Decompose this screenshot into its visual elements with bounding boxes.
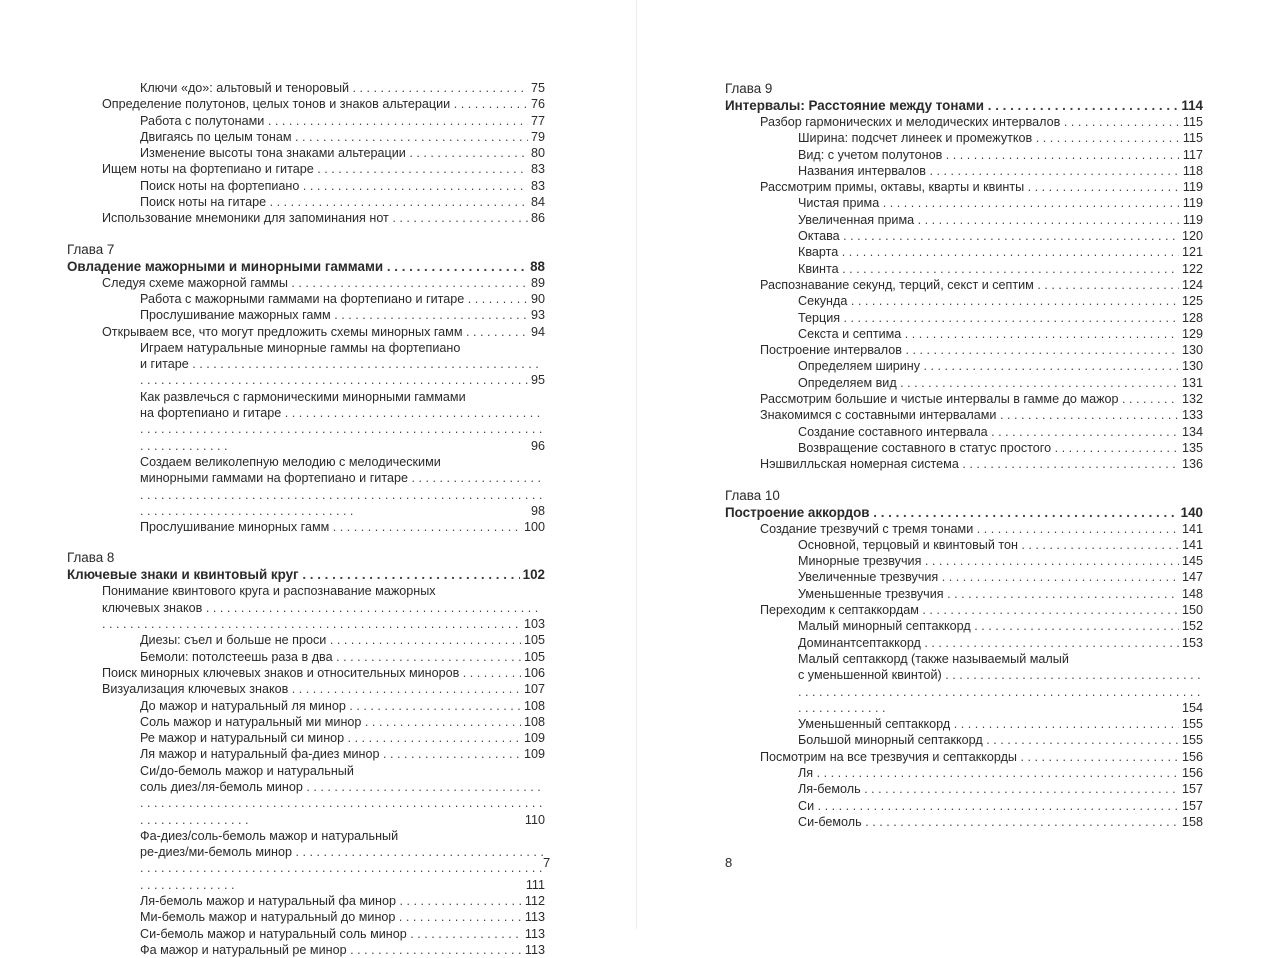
entry-page-number: 118 <box>1180 163 1203 179</box>
entry-title: Использование мнемоники для запоминания нот . . . <box>102 211 545 225</box>
entry-page-number: 109 <box>521 746 545 762</box>
toc-entry[interactable] <box>140 893 545 909</box>
toc-entry[interactable] <box>140 746 545 762</box>
entry-page-number: 122 <box>1179 261 1203 277</box>
toc-entry[interactable] <box>760 114 1203 130</box>
entry-page-number: 125 <box>1179 293 1203 309</box>
toc-entry[interactable] <box>760 521 1203 537</box>
entry-title: Названия интервалов . . . <box>798 164 1203 178</box>
entry-page-number: 94 <box>528 324 545 340</box>
entry-title-line: Играем натуральные минорные гаммы на фортепиано <box>140 340 461 355</box>
entry-page-number: 107 <box>521 681 545 697</box>
entry-title: Возвращение составного в статус простого . . . <box>798 441 1203 455</box>
entry-page-number: 83 <box>528 178 545 194</box>
toc-entry[interactable] <box>102 583 545 632</box>
entry-page-number: 113 <box>522 926 545 942</box>
toc-entry[interactable] <box>140 113 545 129</box>
toc-entry[interactable] <box>798 424 1203 440</box>
entry-title: Ля мажор и натуральный фа-диез минор . . . <box>140 747 545 761</box>
toc-entry[interactable] <box>798 130 1203 146</box>
toc-entry[interactable] <box>140 80 545 96</box>
entry-title: Ми-бемоль мажор и натуральный до минор . . . <box>140 910 545 924</box>
toc-entry[interactable] <box>140 763 545 828</box>
toc-entry[interactable] <box>798 358 1203 374</box>
entry-page-number: 96 <box>528 438 545 454</box>
page-number: 7 <box>543 855 551 870</box>
toc-entry[interactable] <box>140 632 545 648</box>
entry-page-number: 119 <box>1180 179 1203 195</box>
toc-entry[interactable] <box>798 440 1203 456</box>
toc-entry[interactable] <box>140 828 545 893</box>
toc-entry[interactable] <box>140 340 545 389</box>
entry-title: Овладение мажорными и минорными гаммами . . . <box>67 259 545 274</box>
entry-title: Прослушивание мажорных гамм . . . <box>140 308 545 322</box>
entry-page-number: 130 <box>1179 358 1203 374</box>
entry-title: Си-бемоль мажор и натуральный соль минор . . . <box>140 927 545 941</box>
toc-entry[interactable] <box>798 781 1203 797</box>
entry-page-number: 157 <box>1179 798 1203 814</box>
toc-entry[interactable] <box>140 698 545 714</box>
entry-title: Работа с полутонами . . . <box>140 114 545 128</box>
entry-page-number: 120 <box>1179 228 1203 244</box>
entry-title: Двигаясь по целым тонам . . . <box>140 130 545 144</box>
toc-entry[interactable] <box>102 324 545 340</box>
toc-entry[interactable] <box>798 195 1203 211</box>
toc-entry[interactable] <box>140 307 545 323</box>
entry-title: Основной, терцовый и квинтовый тон . . . <box>798 538 1203 552</box>
entry-title: ключевых знаков . . . <box>102 601 538 631</box>
entry-title: Работа с мажорными гаммами на фортепиано и гитаре . . . <box>140 292 545 306</box>
entry-page-number: 130 <box>1179 342 1203 358</box>
entry-title: Си . . . <box>798 799 1203 813</box>
entry-title: Визуализация ключевых знаков . . . <box>102 682 545 696</box>
toc-entry[interactable] <box>102 275 545 291</box>
entry-page-number: 106 <box>521 665 545 681</box>
entry-title: Определяем ширину . . . <box>798 359 1203 373</box>
entry-page-number: 156 <box>1179 765 1203 781</box>
entry-page-number: 145 <box>1179 553 1203 569</box>
toc-entry[interactable] <box>798 732 1203 748</box>
toc-entry[interactable] <box>760 407 1203 423</box>
toc-entry[interactable] <box>102 665 545 681</box>
entry-title: Бемоли: потолстеешь раза в два . . . <box>140 650 545 664</box>
entry-title: Увеличенная прима . . . <box>798 213 1203 227</box>
entry-title: Ключи «до»: альтовый и теноровый . . . <box>140 81 545 95</box>
entry-title: Поиск минорных ключевых знаков и относительных миноров . . . <box>102 666 545 680</box>
entry-title: Ищем ноты на фортепиано и гитаре . . . <box>102 162 545 176</box>
toc-entry[interactable] <box>140 519 545 535</box>
entry-page-number: 115 <box>1180 114 1203 130</box>
entry-page-number: 141 <box>1179 537 1203 553</box>
toc-entry[interactable] <box>798 293 1203 309</box>
entry-page-number: 111 <box>523 877 545 893</box>
entry-page-number: 115 <box>1180 130 1203 146</box>
entry-page-number: 113 <box>522 909 545 925</box>
entry-title: Вид: с учетом полутонов . . . <box>798 148 1203 162</box>
toc-entry[interactable] <box>102 210 545 226</box>
entry-title: Малый минорный септаккорд . . . <box>798 619 1203 633</box>
entry-title: Определение полутонов, целых тонов и знаков альтерации . . . <box>102 97 545 111</box>
entry-page-number: 157 <box>1179 781 1203 797</box>
entry-title: Прослушивание минорных гамм . . . <box>140 520 545 534</box>
entry-title: Квинта . . . <box>798 262 1203 276</box>
entry-page-number: 76 <box>528 96 545 112</box>
toc-entry[interactable] <box>798 261 1203 277</box>
entry-title: Ключевые знаки и квинтовый круг . . . <box>67 567 545 582</box>
entry-title: на фортепиано и гитаре . . . <box>140 406 542 453</box>
entry-page-number: 134 <box>1179 424 1203 440</box>
entry-title: Создание трезвучий с тремя тонами . . . <box>760 522 1203 536</box>
entry-page-number: 136 <box>1179 456 1203 472</box>
entry-page-number: 100 <box>521 519 545 535</box>
entry-title: Нэшвилльская номерная система . . . <box>760 457 1203 471</box>
entry-page-number: 117 <box>1180 147 1203 163</box>
entry-page-number: 79 <box>528 129 545 145</box>
entry-title: Си-бемоль . . . <box>798 815 1203 829</box>
toc-entry[interactable] <box>798 147 1203 163</box>
entry-title: Октава . . . <box>798 229 1203 243</box>
entry-page-number: 109 <box>521 730 545 746</box>
entry-page-number: 119 <box>1180 212 1203 228</box>
entry-title: Фа мажор и натуральный ре минор . . . <box>140 943 545 957</box>
entry-page-number: 150 <box>1179 602 1203 618</box>
entry-page-number: 108 <box>521 714 545 730</box>
chapter-title-entry[interactable] <box>67 566 545 583</box>
toc-entry[interactable] <box>798 569 1203 585</box>
toc-entry[interactable] <box>798 244 1203 260</box>
entry-page-number: 124 <box>1179 277 1203 293</box>
entry-title: Терция . . . <box>798 311 1203 325</box>
entry-page-number: 119 <box>1180 195 1203 211</box>
entry-title: Увеличенные трезвучия . . . <box>798 570 1203 584</box>
entry-title: Построение интервалов . . . <box>760 343 1203 357</box>
entry-title: Разбор гармонических и мелодических интервалов . . . <box>760 115 1203 129</box>
entry-page-number: 102 <box>520 566 545 583</box>
toc-entry[interactable] <box>798 553 1203 569</box>
entry-title: Ширина: подсчет линеек и промежутков . . . <box>798 131 1203 145</box>
toc-entry[interactable] <box>140 942 545 958</box>
entry-page-number: 105 <box>521 632 545 648</box>
toc-entry[interactable] <box>798 228 1203 244</box>
entry-title: Создание составного интервала . . . <box>798 425 1203 439</box>
entry-title: Секста и септима . . . <box>798 327 1203 341</box>
entry-page-number: 84 <box>528 194 545 210</box>
entry-title: Изменение высоты тона знаками альтерации . . . <box>140 146 545 160</box>
entry-title-line: Создаем великолепную мелодию с мелодическими <box>140 454 441 469</box>
chapter-label: Глава 10 <box>725 487 780 503</box>
entry-title-line: Как развлечься с гармоническими минорными гаммами <box>140 389 466 404</box>
table-of-contents <box>67 80 545 958</box>
toc-entry[interactable] <box>798 586 1203 602</box>
table-of-contents <box>725 80 1203 830</box>
toc-entry[interactable] <box>140 926 545 942</box>
entry-title: Уменьшенный септаккорд . . . <box>798 717 1203 731</box>
toc-entry[interactable] <box>798 798 1203 814</box>
entry-page-number: 86 <box>528 210 545 226</box>
entry-page-number: 154 <box>1179 700 1203 716</box>
entry-page-number: 133 <box>1179 407 1203 423</box>
entry-title: Соль мажор и натуральный ми минор . . . <box>140 715 545 729</box>
entry-page-number: 152 <box>1179 618 1203 634</box>
chapter-title-entry[interactable] <box>725 504 1203 521</box>
toc-entry[interactable] <box>798 310 1203 326</box>
entry-title: Ля-бемоль . . . <box>798 782 1203 796</box>
toc-entry[interactable] <box>798 163 1203 179</box>
entry-page-number: 155 <box>1179 732 1203 748</box>
entry-title: Ля-бемоль мажор и натуральный фа минор . . . <box>140 894 545 908</box>
entry-page-number: 105 <box>521 649 545 665</box>
chapter-title-entry[interactable] <box>725 97 1203 114</box>
toc-entry[interactable] <box>798 212 1203 228</box>
entry-title: Ля . . . <box>798 766 1203 780</box>
entry-title: Посмотрим на все трезвучия и септаккорды . . . <box>760 750 1203 764</box>
entry-page-number: 112 <box>522 893 545 909</box>
toc-entry[interactable] <box>760 391 1203 407</box>
chapter-label: Глава 7 <box>67 241 115 257</box>
entry-title: Секунда . . . <box>798 294 1203 308</box>
entry-page-number: 98 <box>528 503 545 519</box>
toc-entry[interactable] <box>760 277 1203 293</box>
toc-entry[interactable] <box>140 730 545 746</box>
chapter-label: Глава 8 <box>67 550 115 566</box>
toc-entry[interactable] <box>760 456 1203 472</box>
toc-entry[interactable] <box>140 178 545 194</box>
entry-title: До мажор и натуральный ля минор . . . <box>140 699 545 713</box>
entry-page-number: 128 <box>1179 310 1203 326</box>
toc-entry[interactable] <box>140 145 545 161</box>
entry-page-number: 77 <box>528 113 545 129</box>
entry-page-number: 108 <box>521 698 545 714</box>
entry-page-number: 141 <box>1179 521 1203 537</box>
entry-title-line: Понимание квинтового круга и распознавание мажорных <box>102 584 436 599</box>
entry-title: Кварта . . . <box>798 245 1203 259</box>
entry-page-number: 103 <box>521 616 545 632</box>
entry-title-line: Фа-диез/соль-бемоль мажор и натуральный <box>140 828 399 843</box>
entry-page-number: 75 <box>528 80 545 96</box>
entry-title: Минорные трезвучия . . . <box>798 554 1203 568</box>
entry-title: Уменьшенные трезвучия . . . <box>798 587 1203 601</box>
entry-title: Доминантсептаккорд . . . <box>798 636 1203 650</box>
toc-entry[interactable] <box>140 454 545 519</box>
entry-title: Рассмотрим примы, октавы, кварты и квинты . . . <box>760 180 1203 194</box>
entry-page-number: 110 <box>522 812 545 828</box>
toc-entry[interactable] <box>102 96 545 112</box>
toc-entry[interactable] <box>102 161 545 177</box>
entry-page-number: 148 <box>1179 586 1203 602</box>
entry-page-number: 131 <box>1179 375 1203 391</box>
entry-title: Открываем все, что могут предложить схемы минорных гамм . . . <box>102 325 545 339</box>
toc-entry[interactable] <box>798 326 1203 342</box>
toc-entry[interactable] <box>798 814 1203 830</box>
entry-page-number: 90 <box>528 291 545 307</box>
page-number: 8 <box>725 855 733 870</box>
entry-page-number: 95 <box>528 372 545 388</box>
toc-entry[interactable] <box>798 618 1203 634</box>
toc-entry[interactable] <box>140 291 545 307</box>
entry-page-number: 93 <box>528 307 545 323</box>
entry-title: Знакомимся с составными интервалами . . . <box>760 408 1203 422</box>
entry-title: и гитаре . . . <box>140 357 542 387</box>
entry-page-number: 113 <box>522 942 545 958</box>
toc-entry[interactable] <box>140 389 545 454</box>
entry-page-number: 140 <box>1178 504 1203 521</box>
entry-page-number: 80 <box>528 145 545 161</box>
toc-entry[interactable] <box>760 602 1203 618</box>
chapter-title-entry[interactable] <box>67 258 545 275</box>
toc-entry[interactable] <box>798 537 1203 553</box>
entry-title: Рассмотрим большие и чистые интервалы в гамме до мажор . . . <box>760 392 1203 406</box>
toc-entry[interactable] <box>102 681 545 697</box>
entry-title: Поиск ноты на фортепиано . . . <box>140 179 545 193</box>
right-page <box>637 0 1276 929</box>
toc-entry[interactable] <box>760 179 1203 195</box>
entry-page-number: 158 <box>1179 814 1203 830</box>
toc-entry[interactable] <box>798 651 1203 716</box>
entry-page-number: 83 <box>528 161 545 177</box>
entry-page-number: 114 <box>1178 97 1203 114</box>
entry-page-number: 129 <box>1179 326 1203 342</box>
toc-entry[interactable] <box>798 765 1203 781</box>
entry-page-number: 155 <box>1179 716 1203 732</box>
entry-title: минорными гаммами на фортепиано и гитаре . . . <box>140 471 542 518</box>
entry-title: с уменьшенной квинтой) . . . <box>798 668 1201 715</box>
entry-page-number: 121 <box>1179 244 1203 260</box>
entry-title: Ре мажор и натуральный си минор . . . <box>140 731 545 745</box>
entry-page-number: 147 <box>1179 569 1203 585</box>
entry-title: Распознавание секунд, терций, секст и септим . . . <box>760 278 1203 292</box>
toc-entry[interactable] <box>798 635 1203 651</box>
entry-title-line: Малый септаккорд (также называемый малый <box>798 651 1069 666</box>
entry-title-line: Си/до-бемоль мажор и натуральный <box>140 763 354 778</box>
toc-entry[interactable] <box>140 649 545 665</box>
entry-page-number: 88 <box>527 258 545 275</box>
entry-title: Поиск ноты на гитаре . . . <box>140 195 545 209</box>
entry-page-number: 89 <box>528 275 545 291</box>
entry-page-number: 132 <box>1179 391 1203 407</box>
toc-entry[interactable] <box>760 342 1203 358</box>
toc-entry[interactable] <box>140 129 545 145</box>
left-page <box>0 0 636 957</box>
entry-page-number: 153 <box>1179 635 1203 651</box>
entry-page-number: 135 <box>1179 440 1203 456</box>
entry-title: Построение аккордов . . . <box>725 505 1203 520</box>
chapter-label: Глава 9 <box>725 81 773 96</box>
entry-title: Чистая прима . . . <box>798 196 1203 210</box>
toc-entry[interactable] <box>140 714 545 730</box>
toc-entry[interactable] <box>140 194 545 210</box>
entry-title: соль диез/ля-бемоль минор . . . <box>140 780 542 827</box>
toc-entry[interactable] <box>760 749 1203 765</box>
entry-title: Определяем вид . . . <box>798 376 1203 390</box>
entry-title: Большой минорный септаккорд . . . <box>798 733 1203 747</box>
toc-entry[interactable] <box>140 909 545 925</box>
entry-title: Следуя схеме мажорной гаммы . . . <box>102 276 545 290</box>
entry-title: Диезы: съел и больше не проси . . . <box>140 633 545 647</box>
toc-entry[interactable] <box>798 375 1203 391</box>
entry-page-number: 156 <box>1179 749 1203 765</box>
entry-title: ре-диез/ми-бемоль минор . . . <box>140 845 544 892</box>
entry-title: Переходим к септаккордам . . . <box>760 603 1203 617</box>
entry-title: Интервалы: Расстояние между тонами . . . <box>725 98 1203 113</box>
toc-entry[interactable] <box>798 716 1203 732</box>
